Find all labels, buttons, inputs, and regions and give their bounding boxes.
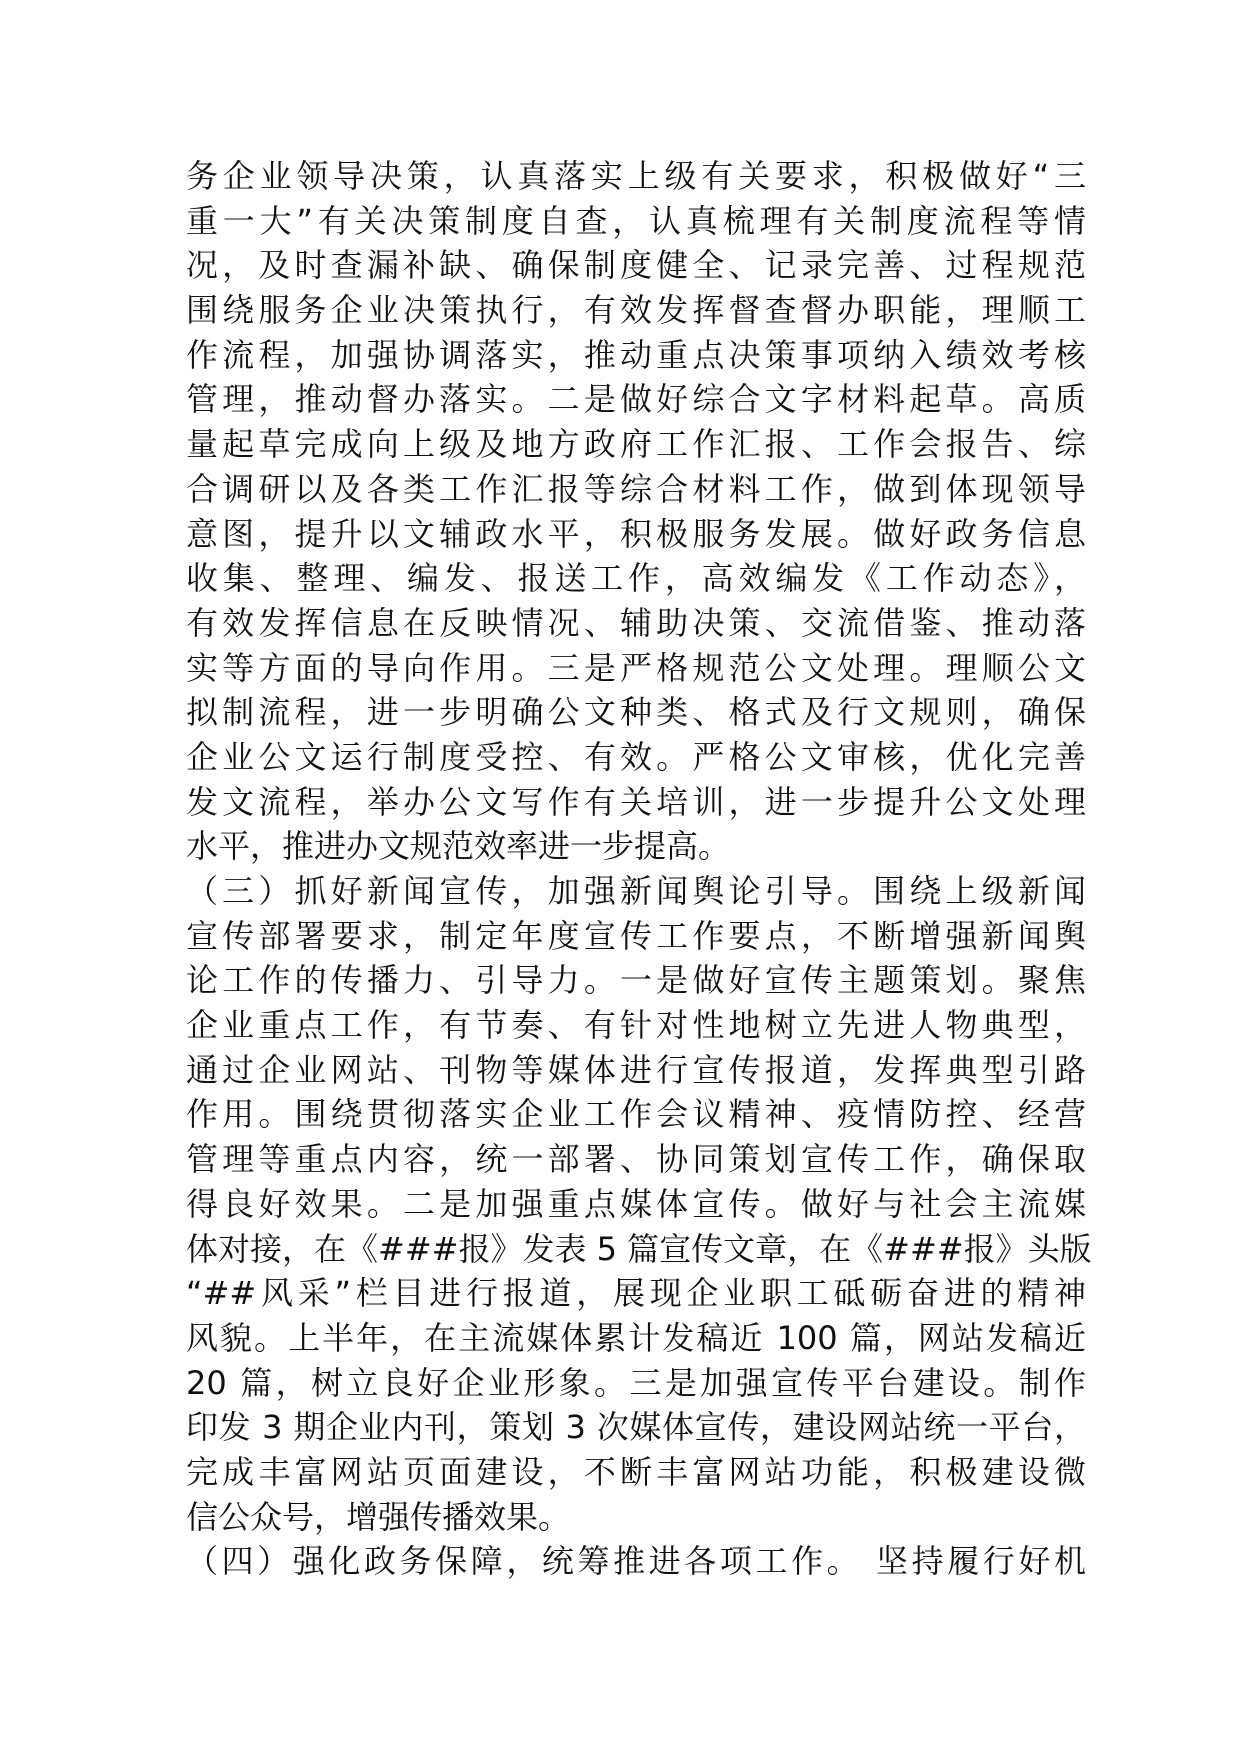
text-line: 印发 3 期企业内刊，策划 3 次媒体宣传，建设网站统一平台， <box>186 1408 1086 1447</box>
text-line: 发文流程，举办公文写作有关培训，进一步提升公文处理 <box>186 782 1086 821</box>
text-line: 收集、整理、编发、报送工作，高效编发《工作动态》， <box>186 559 1086 598</box>
text-line: 拟制流程，进一步明确公文种类、格式及行文规则，确保 <box>186 693 1086 732</box>
text-line: 围绕服务企业决策执行，有效发挥督查督办职能，理顺工 <box>186 291 1086 330</box>
text-line: “##风采”栏目进行报道，展现企业职工砥砺奋进的精神 <box>186 1274 1086 1313</box>
text-line: 管理等重点内容，统一部署、协同策划宣传工作，确保取 <box>186 1140 1086 1179</box>
body-text <box>186 154 1092 1584</box>
text-line: 况，及时查漏补缺、确保制度健全、记录完善、过程规范 <box>186 246 1086 285</box>
text-line: 水平，推进办文规范效率进一步提高。 <box>186 827 731 866</box>
text-line: 论工作的传播力、引导力。一是做好宣传主题策划。聚焦 <box>186 961 1086 1000</box>
text-line: 意图，提升以文辅政水平，积极服务发展。做好政务信息 <box>186 514 1086 553</box>
text-line: 企业重点工作，有节奏、有针对性地树立先进人物典型， <box>186 1006 1086 1045</box>
section-heading-line: （三）抓好新闻宣传，加强新闻舆论引导。围绕上级新闻 <box>186 872 1086 910</box>
text-line: 20 篇，树立良好企业形象。三是加强宣传平台建设。制作 <box>186 1363 1086 1402</box>
text-line: 体对接，在《###报》发表 5 篇宣传文章，在《###报》头版 <box>186 1229 1092 1268</box>
text-line: 作用。围绕贯彻落实企业工作会议精神、疫情防控、经营 <box>186 1095 1086 1134</box>
text-line: 宣传部署要求，制定年度宣传工作要点，不断增强新闻舆 <box>186 916 1086 955</box>
text-line: 重一大”有关决策制度自查，认真梳理有关制度流程等情 <box>186 201 1086 240</box>
text-line: 信公众号，增强传播效果。 <box>186 1497 571 1536</box>
text-line: 合调研以及各类工作汇报等综合材料工作，做到体现领导 <box>186 469 1086 508</box>
text-line: 实等方面的导向作用。三是严格规范公文处理。理顺公文 <box>186 648 1086 687</box>
section-heading-line: （四）强化政务保障，统筹推进各项工作。 坚持履行好机 <box>186 1542 1086 1581</box>
text-line: 完成丰富网站页面建设，不断丰富网站功能，积极建设微 <box>186 1452 1086 1491</box>
text-line: 量起草完成向上级及地方政府工作汇报、工作会报告、综 <box>186 425 1086 464</box>
text-line: 作流程，加强协调落实，推动重点决策事项纳入绩效考核 <box>186 335 1086 374</box>
text-line: 有效发挥信息在反映情况、辅助决策、交流借鉴、推动落 <box>186 603 1086 642</box>
text-line: 企业公文运行制度受控、有效。严格公文审核，优化完善 <box>186 737 1086 776</box>
text-line: 通过企业网站、刊物等媒体进行宣传报道，发挥典型引路 <box>186 1050 1086 1089</box>
text-line: 务企业领导决策，认真落实上级有关要求，积极做好“三 <box>186 157 1086 195</box>
text-line: 管理，推动督办落实。二是做好综合文字材料起草。高质 <box>186 380 1086 419</box>
text-line: 得良好效果。二是加强重点媒体宣传。做好与社会主流媒 <box>186 1184 1086 1223</box>
text-line: 风貌。上半年，在主流媒体累计发稿近 100 篇，网站发稿近 <box>186 1318 1086 1357</box>
